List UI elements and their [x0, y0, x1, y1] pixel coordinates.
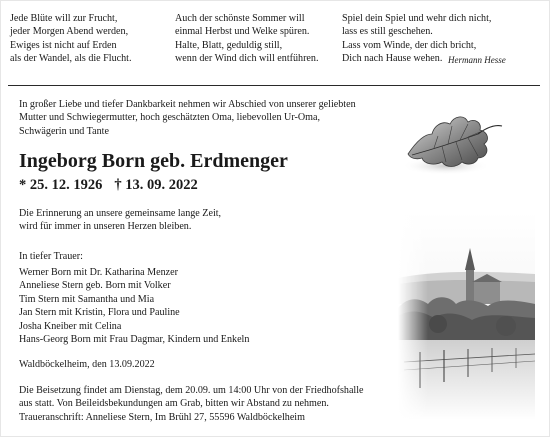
memory-text — [19, 207, 221, 234]
poem-line: Halte, Blatt, geduldig still, — [175, 39, 283, 51]
poem-line: Lass vom Winde, der dich bricht, — [342, 39, 477, 51]
poem-line: Dich nach Hause wehen. — [342, 53, 443, 65]
poem-line: jeder Morgen Abend werden, — [10, 26, 129, 38]
intro-text — [19, 98, 356, 138]
funeral-line: aus statt. Von Beileidsbekundungen am Grab, bitten wir Abstand zu nehmen. — [19, 398, 329, 410]
mourner-line: Anneliese Stern geb. Born mit Volker — [19, 280, 171, 292]
poem-line: Ewiges ist nicht auf Erden — [10, 39, 117, 51]
intro-line: Mutter und Schwiegermutter, hoch geschätzten Oma, liebevollen Ur-Oma, — [19, 112, 320, 124]
birth-date: * 25. 12. 1926 — [19, 177, 103, 193]
mourner-line: Jan Stern mit Kristin, Flora und Pauline — [19, 307, 180, 319]
poem-line: als der Wandel, als die Flucht. — [10, 53, 132, 65]
intro-line: In großer Liebe und tiefer Dankbarkeit nehmen wir Abschied von unserer geliebten — [19, 99, 356, 110]
poem-line: lass es still geschehen. — [342, 26, 433, 38]
intro-line: Schwägerin und Tante — [19, 125, 109, 137]
life-dates — [19, 176, 198, 194]
village-church-photo — [398, 212, 535, 420]
poem-line: wenn der Wind dich will entführen. — [175, 53, 319, 65]
death-date: † 13. 09. 2022 — [114, 177, 198, 193]
poem-column-1 — [10, 12, 132, 66]
deceased-name: Ingeborg Born geb. Erdmenger — [19, 150, 288, 172]
place-date: Waldböckelheim, den 13.09.2022 — [19, 359, 155, 370]
poem-author: Hermann Hesse — [448, 55, 506, 65]
poem-line: Auch der schönste Sommer will — [175, 13, 305, 24]
poem-line: Jede Blüte will zur Frucht, — [10, 13, 118, 24]
funeral-line: Traueranschrift: Anneliese Stern, Im Brühl 27, 55596 Waldböckelheim — [19, 411, 305, 423]
funeral-line: Die Beisetzung findet am Dienstag, dem 20.09. um 14:00 Uhr von der Friedhofshalle — [19, 385, 364, 396]
poem-line: Spiel dein Spiel und wehr dich nicht, — [342, 13, 492, 24]
mourner-line: Hans-Georg Born mit Frau Dagmar, Kindern und Enkeln — [19, 334, 250, 346]
poem-line: einmal Herbst und Welke spüren. — [175, 26, 310, 38]
mourner-line: Tim Stern mit Samantha und Mia — [19, 293, 155, 305]
mourner-line: Josha Kneiber mit Celina — [19, 320, 122, 332]
poem-column-2 — [175, 12, 319, 66]
mourners-list — [19, 266, 249, 346]
mourners-heading: In tiefer Trauer: — [19, 251, 83, 262]
autumn-leaf-image — [398, 104, 510, 184]
mourner-line: Werner Born mit Dr. Katharina Menzer — [19, 267, 178, 278]
divider-line — [8, 85, 540, 86]
memory-line: wird für immer in unseren Herzen bleiben. — [19, 221, 192, 233]
funeral-info — [19, 384, 364, 424]
memory-line: Die Erinnerung an unsere gemeinsame lange Zeit, — [19, 208, 222, 219]
